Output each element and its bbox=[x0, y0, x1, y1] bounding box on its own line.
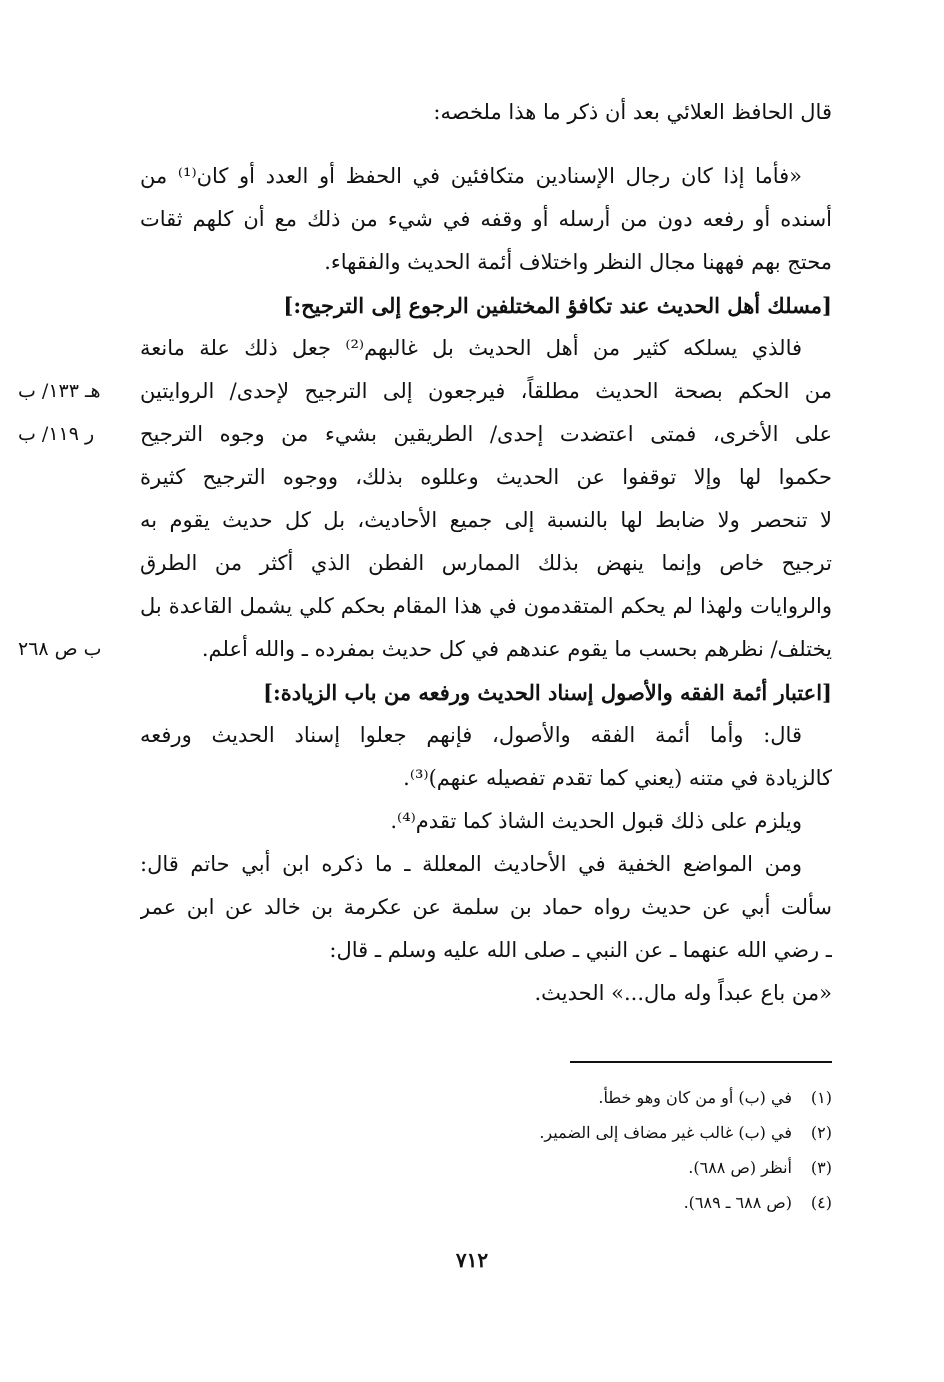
margin-note-h133: هـ ١٣٣/ ب bbox=[18, 380, 101, 402]
text-line: ويلزم على ذلك قبول الحديث الشاذ كما تقدم⁽⁴⁾. bbox=[390, 809, 802, 833]
text-line: من الحكم بصحة الحديث مطلقاً، فيرجعون إلى الترجيح لإحدى/ الروايتين bbox=[140, 379, 832, 403]
text-line: لا تنحصر ولا ضابط لها بالنسبة إلى جميع الأحاديث، بل كل حديث يقوم به bbox=[140, 508, 832, 532]
margin-note-b268: ب ص ٢٦٨ bbox=[18, 638, 102, 660]
text-line: والروايات ولهذا لم يحكم المتقدمون في هذا المقام بحكم كلي يشمل القاعدة بل bbox=[140, 594, 832, 618]
text-line: على الأخرى، فمتى اعتضدت إحدى/ الطريقين بشيء من وجوه الترجيح bbox=[140, 422, 832, 446]
footnote-item bbox=[412, 1185, 832, 1220]
text-line: «فأما إذا كان رجال الإسنادين متكافئين في الحفظ أو العدد أو كان⁽¹⁾ من bbox=[140, 164, 802, 188]
footnote-separator bbox=[570, 1061, 832, 1063]
footnote-text: في (ب) أو من كان وهو خطأ. bbox=[598, 1088, 792, 1107]
footnote-text: (ص ٦٨٨ ـ ٦٨٩). bbox=[683, 1193, 792, 1212]
footnote-item bbox=[412, 1080, 832, 1115]
footnote-number: (١) bbox=[810, 1088, 832, 1107]
footnote-item bbox=[412, 1150, 832, 1185]
text-line: ترجيح خاص وإنما ينهض بذلك الممارس الفطن الذي أكثر من الطرق bbox=[140, 551, 832, 575]
footnote-item bbox=[412, 1115, 832, 1150]
text-line: فالذي يسلكه كثير من أهل الحديث بل غالبهم⁽²⁾ جعل ذلك علة مانعة bbox=[140, 336, 802, 360]
main-text-body bbox=[140, 155, 832, 1015]
footnote-text: في (ب) غالب غير مضاف إلى الضمير. bbox=[539, 1123, 792, 1142]
footnote-number: (٢) bbox=[810, 1123, 832, 1142]
text-line: قال: وأما أئمة الفقه والأصول، فإنهم جعلوا إسناد الحديث ورفعه bbox=[140, 723, 802, 747]
footnote-text: أنظر (ص ٦٨٨). bbox=[688, 1158, 792, 1177]
section-heading: [مسلك أهل الحديث عند تكافؤ المختلفين الرجوع إلى الترجيح:] bbox=[283, 293, 832, 318]
main-text bbox=[140, 91, 832, 134]
text-line-intro: قال الحافظ العلائي بعد أن ذكر ما هذا ملخصه: bbox=[433, 100, 832, 124]
page-number: ٧١٢ bbox=[455, 1248, 489, 1272]
footnote-number: (٤) bbox=[810, 1193, 832, 1212]
footnote-number: (٣) bbox=[810, 1158, 832, 1177]
text-line: «من باع عبداً وله مال...» الحديث. bbox=[534, 981, 832, 1005]
text-line: محتج بهم فههنا مجال النظر واختلاف أئمة الحديث والفقهاء. bbox=[324, 250, 832, 274]
text-line: ومن المواضع الخفية في الأحاديث المعللة ـ ما ذكره ابن أبي حاتم قال: bbox=[140, 852, 802, 876]
text-line: حكموا لها وإلا توقفوا عن الحديث وعللوه بذلك، ووجوه الترجيح كثيرة bbox=[140, 465, 832, 489]
text-line: كالزيادة في متنه (يعني كما تقدم تفصيله عنهم)⁽³⁾. bbox=[403, 766, 832, 790]
section-heading: [اعتبار أئمة الفقه والأصول إسناد الحديث ورفعه من باب الزيادة:] bbox=[263, 680, 832, 705]
margin-note-r119: ر ١١٩/ ب bbox=[18, 423, 95, 445]
text-line: يختلف/ نظرهم بحسب ما يقوم عندهم في كل حديث بمفرده ـ والله أعلم. bbox=[201, 637, 832, 661]
text-line: ـ رضي الله عنهما ـ عن النبي ـ صلى الله عليه وسلم ـ قال: bbox=[329, 938, 832, 962]
text-line: أسنده أو رفعه دون من أرسله أو وقفه في شيء من ذلك مع أن كلهم ثقات bbox=[140, 207, 832, 231]
footnotes bbox=[412, 1080, 832, 1220]
text-line: سألت أبي عن حديث رواه حماد بن سلمة عن عكرمة بن خالد عن ابن عمر bbox=[140, 895, 832, 919]
